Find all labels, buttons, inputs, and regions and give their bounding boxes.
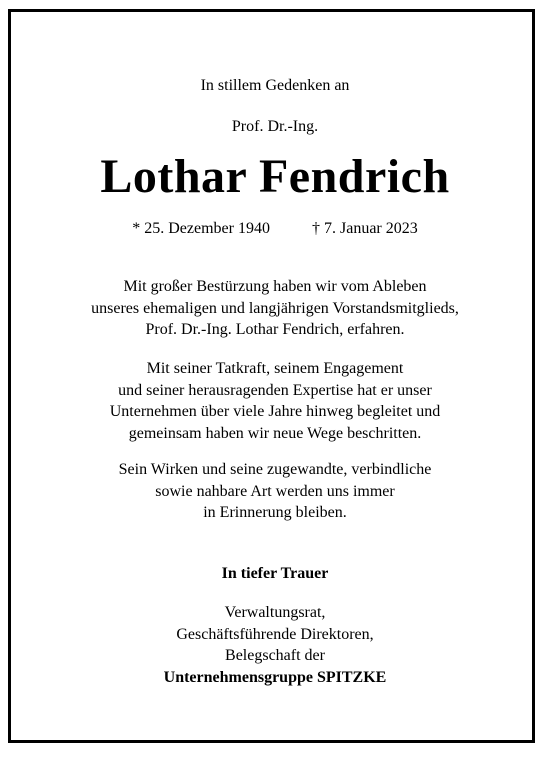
text-line: gemeinsam haben wir neue Wege beschritten. [128,424,422,442]
text-line: in Erinnerung bleiben. [203,504,347,521]
signatory-line: Verwaltungsrat, [224,604,326,621]
paragraph-condolence [0,276,550,341]
text-line: Mit seiner Tatkraft, seinem Engagement [146,360,404,377]
paragraph-tribute [0,358,550,444]
text-line: Prof. Dr.-Ing. Lothar Fendrich, erfahren. [145,321,405,338]
life-dates [0,219,550,239]
deceased-name: Lothar Fendrich [100,150,450,203]
paragraph-remembrance [0,459,550,524]
birth-date: * 25. Dezember 1940 [132,220,270,237]
text-line: und seiner herausragenden Expertise hat er unser [118,381,432,399]
text-line: sowie nahbare Art werden uns immer [155,482,395,500]
signatory-line: Geschäftsführende Direktoren, [176,625,374,643]
text-line: Sein Wirken und seine zugewandte, verbindliche [118,461,432,478]
signatories [0,602,550,688]
company-name: Unternehmensgruppe SPITZKE [163,668,387,686]
text-line: Mit großer Bestürzung haben wir vom Ableben [123,278,427,295]
signatory-line: Belegschaft der [225,647,325,664]
text-line: Unternehmen über viele Jahre hinweg begleitet und [109,403,441,420]
text-line: unseres ehemaligen und langjährigen Vorstandsmitglieds, [91,299,459,317]
academic-title: Prof. Dr.-Ing. [231,118,319,135]
mourning-heading: In tiefer Trauer [221,565,329,582]
memorial-intro: In stillem Gedenken an [200,77,350,94]
death-date: † 7. Januar 2023 [311,220,418,237]
